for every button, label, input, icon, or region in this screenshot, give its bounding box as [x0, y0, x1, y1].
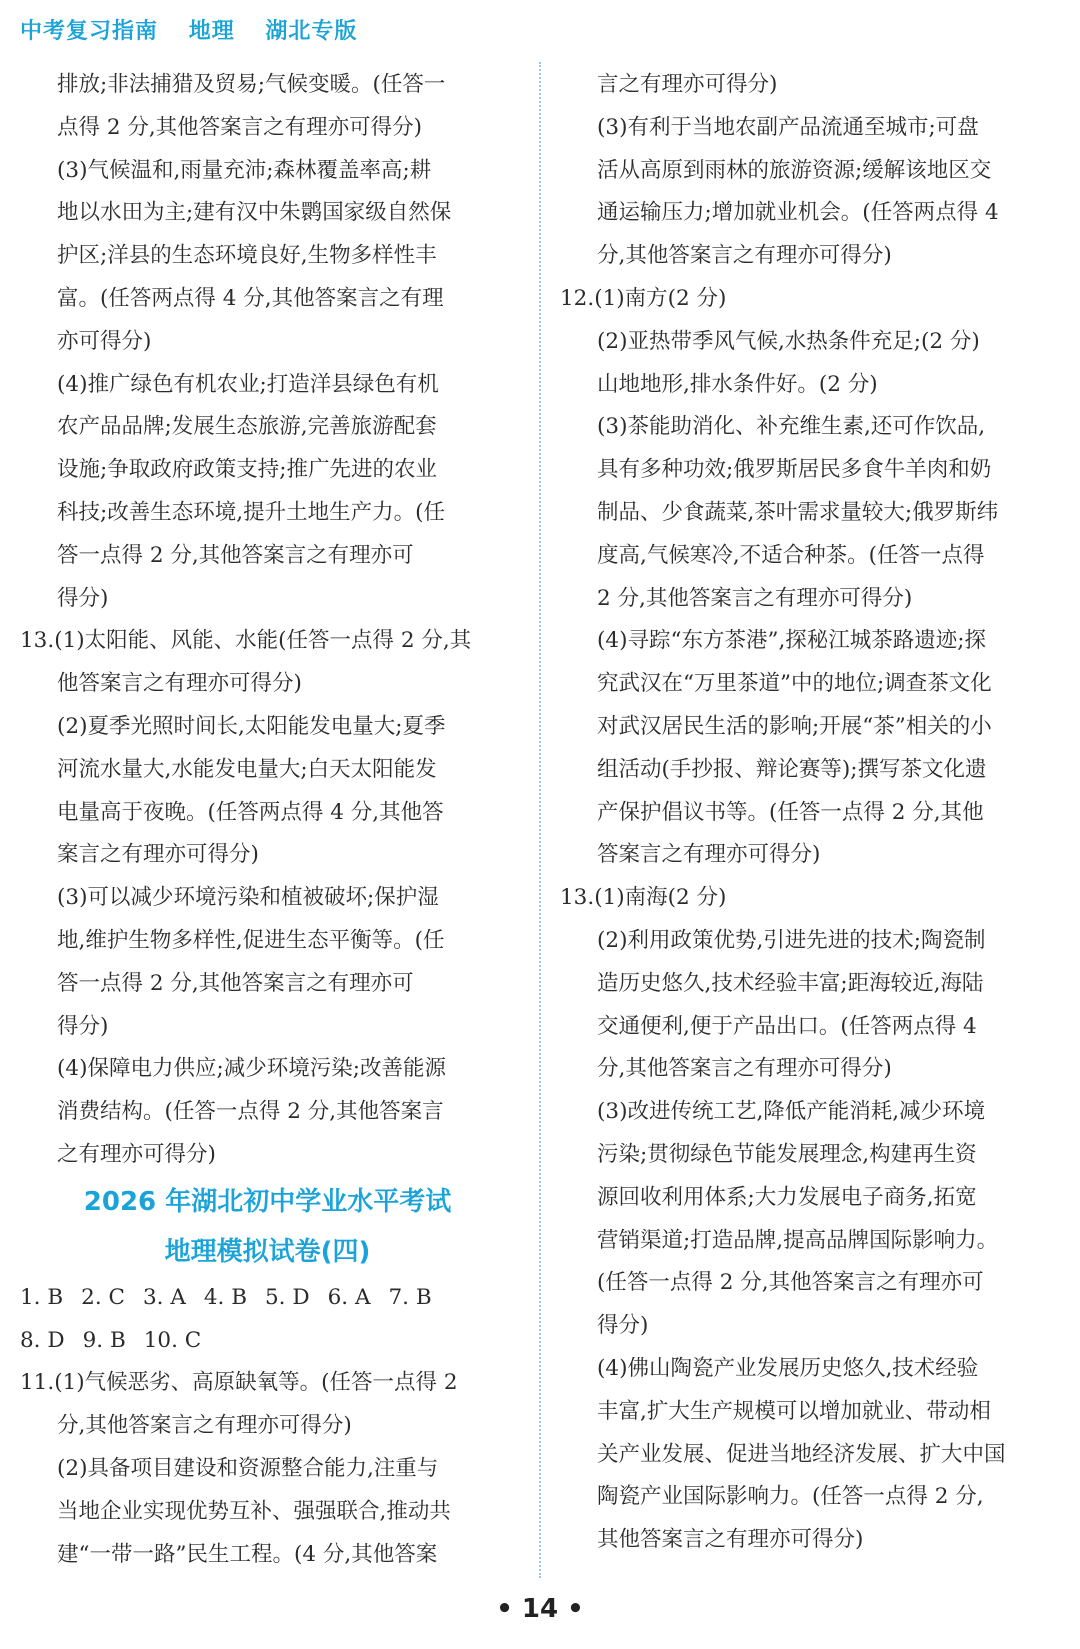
right-column	[560, 64, 1065, 1562]
left-answer-lines-after	[20, 1362, 515, 1576]
text-line: (2)亚热带季风气候,水热条件充足;(2 分)	[597, 328, 980, 354]
text-line: 农产品品牌;发展生态旅游,完善旅游配套	[57, 414, 437, 440]
text-line: 源回收利用体系;大力发展电子商务,拓宽	[597, 1184, 977, 1210]
text-line: 12.(1)南方(2 分)	[560, 285, 727, 311]
text-line: 设施;争取政府政策支持;推广先进的农业	[57, 457, 437, 483]
choice-answer: 2. C	[81, 1284, 125, 1310]
text-line: 2 分,其他答案言之有理亦可得分)	[597, 585, 913, 611]
text-line: 得分)	[597, 1313, 649, 1339]
text-line: 活从高原到雨林的旅游资源;缓解该地区交	[597, 157, 992, 183]
text-line: (任答一点得 2 分,其他答案言之有理亦可	[597, 1270, 984, 1296]
text-line: 点得 2 分,其他答案言之有理亦可得分)	[57, 114, 423, 140]
text-line: 组活动(手抄报、辩论赛等);撰写茶文化遗	[597, 756, 987, 782]
text-line: 污染;贯彻绿色节能发展理念,构建再生资	[597, 1141, 977, 1167]
choice-answer: 7. B	[388, 1284, 432, 1310]
choice-answer: 4. B	[203, 1284, 247, 1310]
text-line: (2)具备项目建设和资源整合能力,注重与	[57, 1455, 439, 1481]
text-line: 关产业发展、促进当地经济发展、扩大中国	[597, 1441, 1006, 1467]
text-line: 13.(1)南海(2 分)	[560, 885, 727, 911]
text-line: 地,维护生物多样性,促进生态平衡等。(任	[57, 927, 445, 953]
choice-answer: 9. B	[82, 1327, 126, 1353]
text-line: 丰富,扩大生产规模可以增加就业、带动相	[597, 1398, 991, 1424]
text-line: 具有多种功效;俄罗斯居民多食牛羊肉和奶	[597, 457, 992, 483]
text-line: 其他答案言之有理亦可得分)	[597, 1527, 864, 1553]
text-line: 答案言之有理亦可得分)	[597, 842, 821, 868]
text-line: (4)佛山陶瓷产业发展历史悠久,技术经验	[597, 1355, 979, 1381]
text-line: (3)改进传统工艺,降低产能消耗,减少环境	[597, 1099, 986, 1125]
header-book-title: 中考复习指南	[20, 19, 159, 44]
text-line: 答一点得 2 分,其他答案言之有理亦可	[57, 542, 414, 568]
text-line: 答一点得 2 分,其他答案言之有理亦可	[57, 970, 414, 996]
choice-answer: 8. D	[20, 1327, 65, 1353]
text-line: 对武汉居民生活的影响;开展“茶”相关的小	[597, 713, 992, 739]
text-line: (3)可以减少环境污染和植被破坏;保护湿	[57, 885, 439, 911]
text-line: 交通便利,便于产品出口。(任答两点得 4	[597, 1013, 977, 1039]
section-title-line2: 地理模拟试卷(四)	[164, 1236, 371, 1267]
text-line: (3)有利于当地农副产品流通至城市;可盘	[597, 114, 979, 140]
text-line: 护区;洋县的生态环境良好,生物多样性丰	[57, 243, 437, 269]
text-line: 分,其他答案言之有理亦可得分)	[597, 1056, 892, 1082]
text-line: 陶瓷产业国际影响力。(任答一点得 2 分,	[597, 1484, 984, 1510]
header-edition: 湖北专版	[265, 19, 358, 44]
left-answer-lines	[20, 64, 515, 1177]
text-line: 当地企业实现优势互补、强强联合,推动共	[57, 1498, 451, 1524]
text-line: 亦可得分)	[57, 328, 152, 354]
text-line: 产保护倡议书等。(任答一点得 2 分,其他	[597, 799, 984, 825]
choice-answer: 6. A	[327, 1284, 371, 1310]
section-title-line1: 2026 年湖北初中学业水平考试	[83, 1186, 452, 1217]
choice-answer: 5. D	[265, 1284, 310, 1310]
text-line: (2)利用政策优势,引进先进的技术;陶瓷制	[597, 927, 986, 953]
text-line: 富。(任答两点得 4 分,其他答案言之有理	[57, 285, 444, 311]
text-line: 科技;改善生态环境,提升土地生产力。(任	[57, 499, 445, 525]
left-column	[20, 64, 515, 1576]
text-line: 究武汉在“万里茶道”中的地位;调查茶文化	[597, 671, 992, 697]
text-line: 分,其他答案言之有理亦可得分)	[597, 243, 892, 269]
text-line: 消费结构。(任答一点得 2 分,其他答案言	[57, 1099, 444, 1125]
text-line: 排放;非法捕猎及贸易;气候变暖。(任答一	[57, 72, 446, 97]
text-line: (3)气候温和,雨量充沛;森林覆盖率高;耕	[57, 157, 432, 183]
choice-answer: 3. A	[142, 1284, 186, 1310]
running-header	[20, 14, 379, 45]
text-line: 地以水田为主;建有汉中朱鹮国家级自然保	[57, 200, 452, 226]
choice-answer: 10. C	[143, 1327, 202, 1353]
text-line: 造历史悠久,技术经验丰富;距海较近,海陆	[597, 970, 984, 996]
text-line: 电量高于夜晚。(任答两点得 4 分,其他答	[57, 799, 444, 825]
text-line: 13.(1)太阳能、风能、水能(任答一点得 2 分,其	[20, 628, 472, 654]
text-line: 度高,气候寒冷,不适合种茶。(任答一点得	[597, 542, 985, 568]
text-line: (4)保障电力供应;减少环境污染;改善能源	[57, 1056, 446, 1082]
text-line: 营销渠道;打造品牌,提高品牌国际影响力。	[597, 1227, 999, 1253]
text-line: 得分)	[57, 1013, 109, 1039]
choice-answer: 1. B	[20, 1284, 64, 1310]
page-number: • 14 •	[496, 1594, 584, 1624]
text-line: 案言之有理亦可得分)	[57, 842, 259, 868]
text-line: 河流水量大,水能发电量大;白天太阳能发	[57, 756, 437, 782]
header-subject: 地理	[188, 19, 235, 44]
text-line: (4)寻踪“东方茶港”,探秘江城茶路遗迹;探	[597, 628, 987, 654]
right-answer-lines	[560, 64, 1065, 1562]
text-line: (2)夏季光照时间长,太阳能发电量大;夏季	[57, 713, 446, 739]
text-line: 得分)	[57, 585, 109, 611]
text-line: (4)推广绿色有机农业;打造洋县绿色有机	[57, 371, 439, 397]
text-line: 通运输压力;增加就业机会。(任答两点得 4	[597, 200, 999, 226]
choice-answers-row2	[20, 1320, 515, 1363]
text-line: 11.(1)气候恶劣、高原缺氧等。(任答一点得 2	[20, 1370, 458, 1396]
text-line: 制品、少食蔬菜,茶叶需求量较大;俄罗斯纬	[597, 499, 999, 525]
text-line: (3)茶能助消化、补充维生素,还可作饮品,	[597, 414, 986, 440]
text-line: 建“一带一路”民生工程。(4 分,其他答案	[57, 1541, 438, 1567]
text-line: 分,其他答案言之有理亦可得分)	[57, 1413, 352, 1439]
column-divider	[539, 62, 541, 1578]
choice-answers-row1	[20, 1277, 515, 1320]
text-line: 言之有理亦可得分)	[597, 72, 778, 97]
text-line: 之有理亦可得分)	[57, 1141, 216, 1167]
text-line: 他答案言之有理亦可得分)	[57, 671, 302, 697]
text-line: 山地地形,排水条件好。(2 分)	[597, 371, 878, 397]
